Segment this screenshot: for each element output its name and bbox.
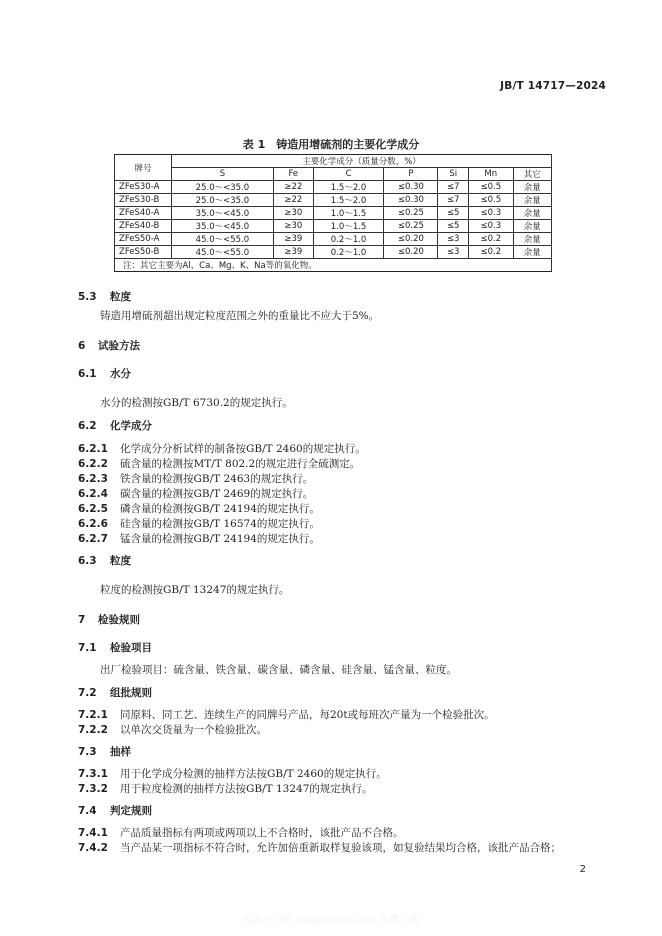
table-cell: 余量 <box>513 220 551 233</box>
composition-table <box>114 154 552 272</box>
clause-text: 化学成分分析试样的制备按GB/T 2460的规定执行。 <box>120 443 366 455</box>
clause-number: 7.3.1 <box>78 768 108 780</box>
clause-text: 用于化学成分检测的抽样方法按GB/T 2460的规定执行。 <box>120 768 387 780</box>
table-cell: 35.0～<45.0 <box>172 220 274 233</box>
table-cell: 1.5～2.0 <box>313 181 384 194</box>
table-cell: ≤0.30 <box>384 194 438 207</box>
table-cell: ≤3 <box>438 233 469 246</box>
clause-item <box>78 707 495 722</box>
table-cell: 余量 <box>513 233 551 246</box>
section-heading <box>78 338 140 353</box>
table-cell: 35.0～<45.0 <box>172 207 274 220</box>
clause-number: 6.2.3 <box>78 473 108 485</box>
section-number: 7.4 <box>78 805 97 817</box>
clause-item <box>78 781 372 796</box>
section-number: 6 <box>78 340 86 352</box>
grade-header: 牌号 <box>115 155 172 181</box>
clause-text: 当产品某一项指标不符合时，允许加倍重新取样复验该项，如复验结果均合格，该批产品合格； <box>120 842 561 854</box>
table-cell: ≤7 <box>438 181 469 194</box>
clause-number: 6.2.1 <box>78 443 108 455</box>
section-heading <box>78 685 152 700</box>
paragraph: 铸造用增硫剂超出规定粒度范围之外的重量比不应大于5%。 <box>100 310 380 322</box>
clause-item <box>78 441 366 456</box>
section-number: 6.2 <box>78 420 97 432</box>
section-title: 检验规则 <box>98 614 140 626</box>
clause-text: 碳含量的检测按GB/T 2469的规定执行。 <box>120 488 314 500</box>
column-header: Fe <box>273 168 313 181</box>
table-cell: ≤0.3 <box>468 207 513 220</box>
section-number: 7.2 <box>78 687 97 699</box>
clause-item <box>78 516 320 531</box>
table-cell: ≥30 <box>273 207 313 220</box>
grade-cell: ZFeS30-B <box>115 194 172 207</box>
table-cell: ≥39 <box>273 233 313 246</box>
column-header: S <box>172 168 274 181</box>
table-note-row <box>115 259 552 272</box>
section-number: 7.3 <box>78 746 97 758</box>
table-cell: 余量 <box>513 207 551 220</box>
section-heading <box>78 418 152 433</box>
paragraph: 水分的检测按GB/T 6730.2的规定执行。 <box>100 397 293 409</box>
clause-number: 7.2.1 <box>78 709 108 721</box>
clause-text: 硅含量的检测按GB/T 16574的规定执行。 <box>120 518 320 530</box>
column-header: P <box>384 168 438 181</box>
section-title: 抽样 <box>110 746 131 758</box>
table-cell: 0.2～1.0 <box>313 233 384 246</box>
table-cell: ≤3 <box>438 246 469 259</box>
table-cell: ≤0.20 <box>384 246 438 259</box>
section-heading <box>78 744 131 759</box>
section-heading <box>78 612 140 627</box>
composition-group-header: 主要化学成分（质量分数，%） <box>172 155 552 168</box>
table-row <box>115 233 552 246</box>
section-title: 试验方法 <box>98 340 140 352</box>
clause-number: 7.2.2 <box>78 724 108 736</box>
grade-cell: ZFeS50-A <box>115 233 172 246</box>
table-row <box>115 246 552 259</box>
table-cell: ≤5 <box>438 207 469 220</box>
page-number: 2 <box>579 864 586 875</box>
table-cell: 1.5～2.0 <box>313 194 384 207</box>
clause-item <box>78 766 387 781</box>
table-cell: ≥22 <box>273 194 313 207</box>
table-cell: ≤0.5 <box>468 181 513 194</box>
section-title: 判定规则 <box>110 805 152 817</box>
clause-text: 用于粒度检测的抽样方法按GB/T 13247的规定执行。 <box>120 783 373 795</box>
clause-number: 7.4.2 <box>78 842 108 854</box>
clause-text: 以单次交货量为一个检验批次。 <box>120 724 267 736</box>
table-cell: 25.0～<35.0 <box>172 181 274 194</box>
grade-cell: ZFeS30-A <box>115 181 172 194</box>
clause-number: 6.2.7 <box>78 533 108 545</box>
table-cell: ≤7 <box>438 194 469 207</box>
section-title: 检验项目 <box>110 642 152 654</box>
grade-cell: ZFeS50-B <box>115 246 172 259</box>
table-cell: ≥22 <box>273 181 313 194</box>
section-heading <box>78 640 152 655</box>
clause-item <box>78 840 561 855</box>
clause-number: 7.3.2 <box>78 783 108 795</box>
grade-cell: ZFeS40-B <box>115 220 172 233</box>
table-cell: ≤0.5 <box>468 194 513 207</box>
column-header: C <box>313 168 384 181</box>
table-cell: 余量 <box>513 181 551 194</box>
column-header: Si <box>438 168 469 181</box>
standard-code: JB/T 14717—2024 <box>500 80 606 92</box>
section-heading <box>78 553 131 568</box>
clause-text: 同原料、同工艺、连续生产的同牌号产品，每20t或每班次产量为一个检验批次。 <box>120 709 495 721</box>
table-cell: ≤0.25 <box>384 220 438 233</box>
column-header: Mn <box>468 168 513 181</box>
section-number: 7 <box>78 614 86 626</box>
table-cell: ≤0.25 <box>384 207 438 220</box>
paragraph: 粒度的检测按GB/T 13247的规定执行。 <box>100 584 290 596</box>
clause-text: 锰含量的检测按GB/T 24194的规定执行。 <box>120 533 320 545</box>
watermark: 标准分享网 www.bzfxw.com 免费下载 <box>243 915 419 926</box>
column-header: 其它 <box>513 168 551 181</box>
section-heading <box>78 366 131 381</box>
clause-text: 硫含量的检测按MT/T 802.2的规定进行全硫测定。 <box>120 458 361 470</box>
section-title: 粒度 <box>110 555 131 567</box>
table-cell: 余量 <box>513 194 551 207</box>
table-cell: ≤5 <box>438 220 469 233</box>
section-number: 6.1 <box>78 368 97 380</box>
clause-text: 铁含量的检测按GB/T 2463的规定执行。 <box>120 473 314 485</box>
table-title: 表 1 铸造用增硫剂的主要化学成分 <box>242 138 420 151</box>
section-title: 粒度 <box>110 291 131 303</box>
clause-text: 磷含量的检测按GB/T 24194的规定执行。 <box>120 503 320 515</box>
table-row <box>115 207 552 220</box>
column-header-row <box>115 168 552 181</box>
clause-number: 6.2.6 <box>78 518 108 530</box>
clause-item <box>78 722 267 737</box>
table-cell: ≤0.30 <box>384 181 438 194</box>
table-cell: ≥39 <box>273 246 313 259</box>
clause-item <box>78 471 313 486</box>
section-number: 5.3 <box>78 291 97 303</box>
table-cell: ≤0.2 <box>468 233 513 246</box>
table-note: 注：其它主要为Al、Ca、Mg、K、Na等的氧化物。 <box>115 259 552 272</box>
section-title: 组批规则 <box>110 687 152 699</box>
clause-item <box>78 456 360 471</box>
section-heading <box>78 803 152 818</box>
clause-item <box>78 531 320 546</box>
clause-number: 6.2.2 <box>78 458 108 470</box>
clause-item <box>78 825 404 840</box>
table-cell: ≤0.20 <box>384 233 438 246</box>
clause-number: 7.4.1 <box>78 827 108 839</box>
table-cell: ≤0.2 <box>468 246 513 259</box>
table-row <box>115 194 552 207</box>
table-cell: ≥30 <box>273 220 313 233</box>
table-cell: 1.0～1.5 <box>313 220 384 233</box>
clause-item <box>78 486 313 501</box>
table-cell: ≤0.3 <box>468 220 513 233</box>
table-cell: 余量 <box>513 246 551 259</box>
table-row <box>115 181 552 194</box>
section-title: 水分 <box>110 368 131 380</box>
table-cell: 0.2～1.0 <box>313 246 384 259</box>
table-cell: 45.0～<55.0 <box>172 246 274 259</box>
table-cell: 1.0～1.5 <box>313 207 384 220</box>
table-cell: 45.0～<55.0 <box>172 233 274 246</box>
table-row <box>115 220 552 233</box>
clause-number: 6.2.5 <box>78 503 108 515</box>
section-title: 化学成分 <box>110 420 152 432</box>
clause-item <box>78 501 320 516</box>
paragraph: 出厂检验项目：硫含量、铁含量、碳含量、磷含量、硅含量、锰含量、粒度。 <box>100 664 457 676</box>
clause-number: 6.2.4 <box>78 488 108 500</box>
section-number: 6.3 <box>78 555 97 567</box>
clause-text: 产品质量指标有两项或两项以上不合格时，该批产品不合格。 <box>120 827 404 839</box>
section-number: 7.1 <box>78 642 97 654</box>
grade-cell: ZFeS40-A <box>115 207 172 220</box>
table-cell: 25.0～<35.0 <box>172 194 274 207</box>
section-heading <box>78 289 131 304</box>
